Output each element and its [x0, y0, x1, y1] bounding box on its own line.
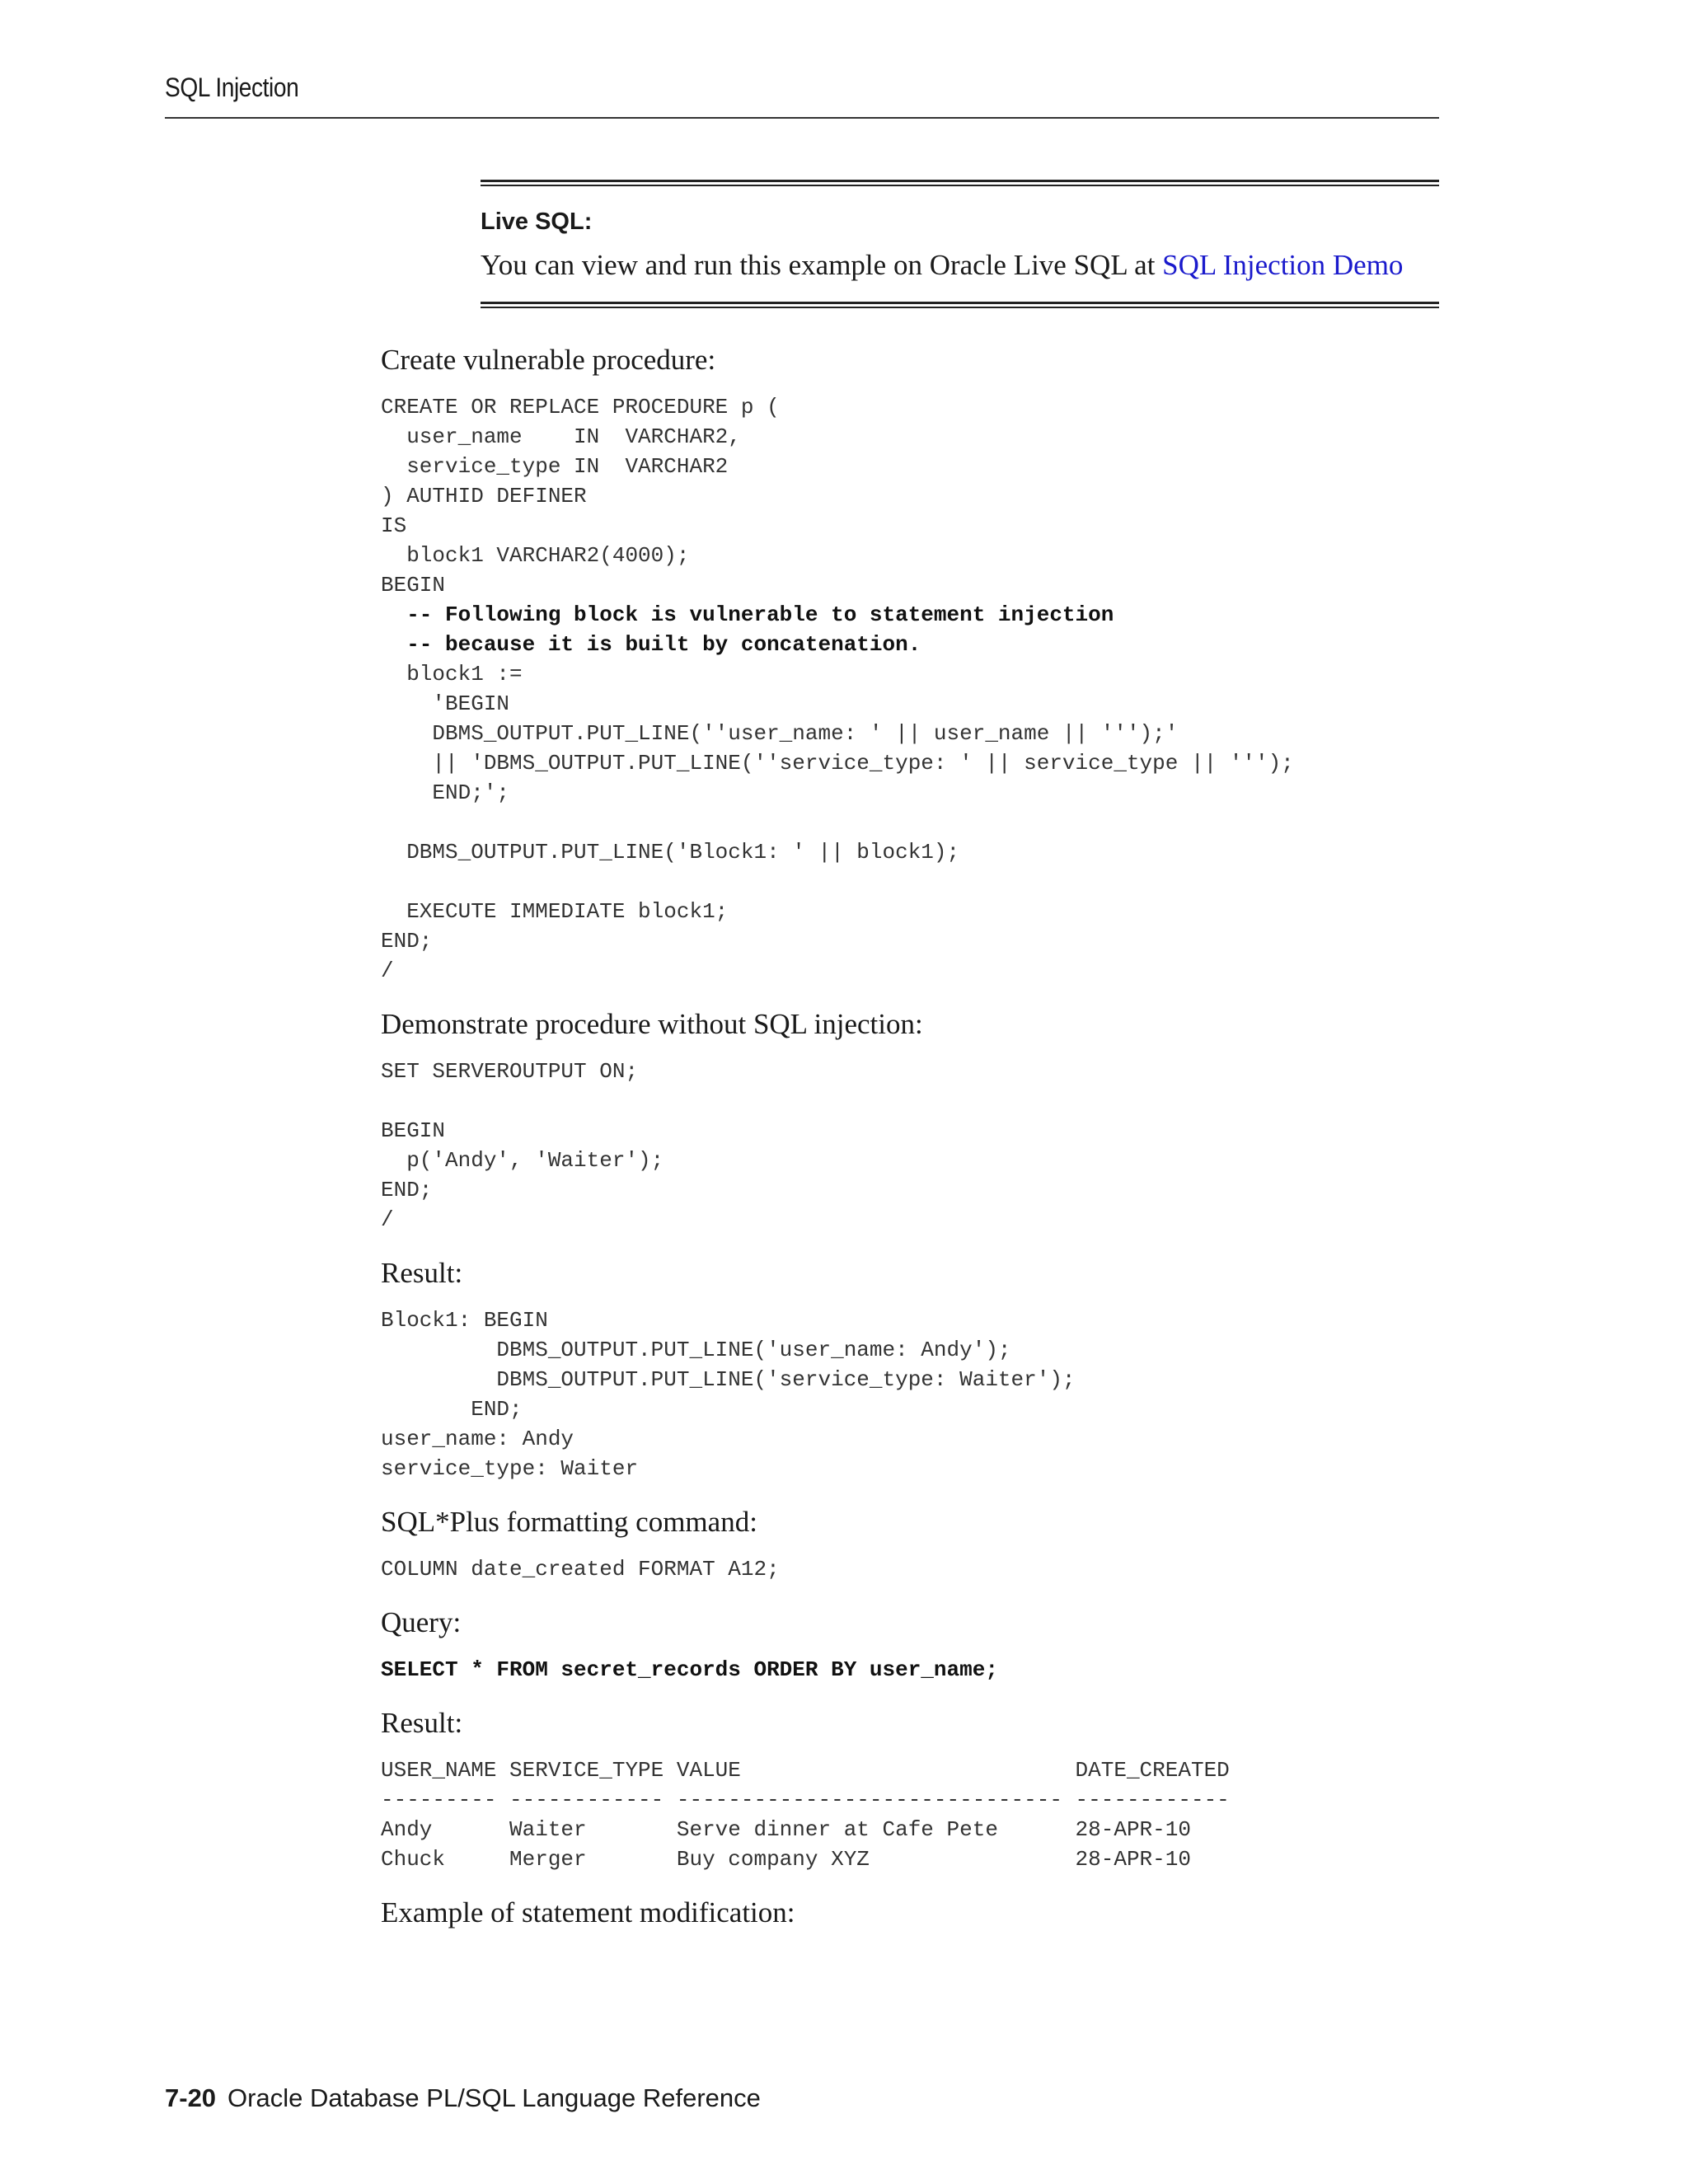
- code-comment: -- Following block is vulnerable to statement injection -- because it is built by concatenation.: [406, 602, 1114, 657]
- note-bottom-rule: [481, 302, 1439, 308]
- page-footer: [165, 2083, 761, 2113]
- create-procedure-code: [381, 392, 1452, 986]
- note-top-rule: [481, 180, 1439, 186]
- live-sql-text: [481, 249, 1439, 282]
- code-block: block1 := 'BEGIN DBMS_OUTPUT.PUT_LINE(''user_name: ' || user_name || ''');' || 'DBMS_OUTPUT.PUT_LINE(''service_type: ' || service_type || '''); END;'; DBMS_OUTPUT.PUT_LINE('Block1: ' || block1); EXECUTE IMMEDIATE block1; END; /: [381, 662, 1294, 983]
- query-label: Query:: [381, 1606, 462, 1638]
- live-sql-note: [481, 180, 1439, 308]
- sqlplus-code: COLUMN date_created FORMAT A12;: [381, 1557, 780, 1582]
- result-output: Block1: BEGIN DBMS_OUTPUT.PUT_LINE('user_name: Andy'); DBMS_OUTPUT.PUT_LINE('service_type: Waiter'); END; user_name: Andy service_type: Waiter: [381, 1308, 1076, 1481]
- result-label: Result:: [381, 1257, 463, 1289]
- running-header-title: SQL Injection: [165, 73, 299, 102]
- query-result-table: USER_NAME SERVICE_TYPE VALUE DATE_CREATED --------- ------------ ------------------------------ ------------ Andy Waiter Serve dinner at Cafe Pete 28-APR-10 Chuck Merger Buy company XYZ 28-APR-10: [381, 1758, 1230, 1872]
- sql-injection-demo-link[interactable]: SQL Injection Demo: [1162, 249, 1404, 281]
- create-procedure-label: Create vulnerable procedure:: [381, 344, 716, 376]
- statement-modification-label: Example of statement modification:: [381, 1896, 795, 1929]
- query-code: [381, 1655, 1452, 1685]
- page-number: 7-20: [165, 2083, 217, 2112]
- live-sql-heading: Live SQL:: [481, 209, 593, 235]
- book-title: Oracle Database PL/SQL Language Reference: [227, 2083, 761, 2112]
- main-content: [381, 341, 1452, 1932]
- query-statement: SELECT * FROM secret_records ORDER BY user_name;: [381, 1657, 998, 1682]
- header-divider: [165, 117, 1439, 119]
- demo-code: SET SERVEROUTPUT ON; BEGIN p('Andy', 'Waiter'); END; /: [381, 1059, 664, 1232]
- live-sql-description: You can view and run this example on Oracle Live SQL at: [481, 249, 1163, 281]
- sqlplus-label: SQL*Plus formatting command:: [381, 1506, 757, 1538]
- code-block: CREATE OR REPLACE PROCEDURE p ( user_name IN VARCHAR2, service_type IN VARCHAR2 ) AUTHID DEFINER IS block1 VARCHAR2(4000); BEGIN: [381, 395, 780, 598]
- result-label: Result:: [381, 1707, 463, 1739]
- demo-label: Demonstrate procedure without SQL injection:: [381, 1008, 923, 1040]
